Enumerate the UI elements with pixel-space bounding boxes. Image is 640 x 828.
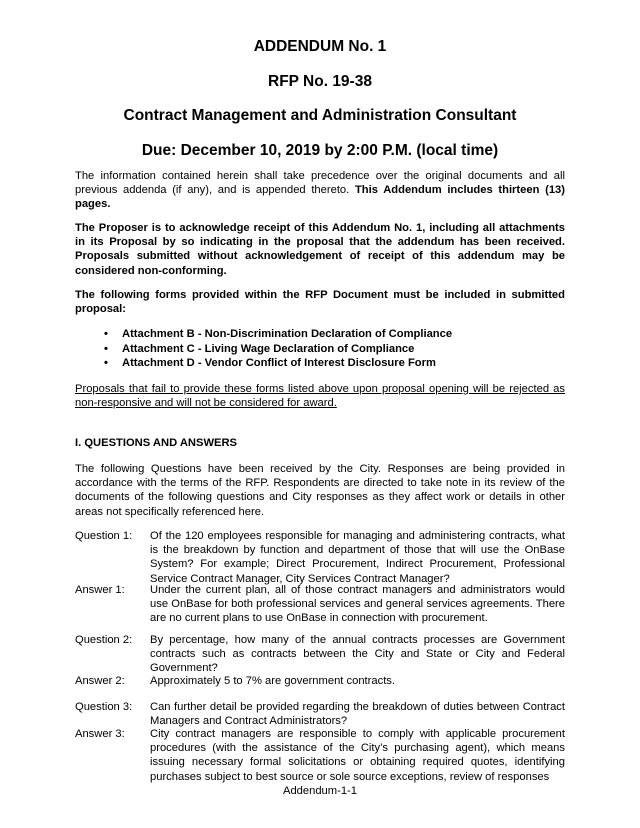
warning-paragraph: Proposals that fail to provide these forms listed above upon proposal opening will be rejected as non-responsive and will not be considered for award. bbox=[75, 383, 565, 410]
qa-text: By percentage, how many of the annual contracts processes are Government contracts such as contracts between the City and State or City and Federal Government? bbox=[150, 634, 565, 675]
section-heading: I. QUESTIONS AND ANSWERS bbox=[75, 437, 238, 449]
list-item: • Attachment C - Living Wage Declaration of Compliance bbox=[104, 342, 415, 355]
section-intro: The following Questions have been received by the City. Responses are being provided in accordance with the terms of the RFP. Respondents are directed to take note in its review of the documents of the following questions and City responses as they affect work or details in other areas not specifically referenced here. bbox=[75, 463, 565, 518]
due-date: Due: December 10, 2019 by 2:00 P.M. (local time) bbox=[141, 142, 499, 159]
answer-1 bbox=[75, 583, 565, 626]
qa-label: Answer 2: bbox=[75, 675, 125, 687]
qa-label: Question 2: bbox=[75, 634, 133, 646]
addendum-title: ADDENDUM No. 1 bbox=[253, 38, 387, 55]
qa-text: Approximately 5 to 7% are government contracts. bbox=[150, 675, 395, 687]
answer-3 bbox=[75, 727, 565, 784]
page-footer: Addendum-1-1 bbox=[282, 785, 357, 797]
qa-text: City contract managers are responsible to comply with applicable procurement procedures (with the assistance of the City’s purchasing agent), which means issuing necessary formal solicitations or obtaining required quotes, identifying purchases subject to best source or sole source exceptions, review of responses bbox=[150, 728, 565, 783]
qa-text: Can further detail be provided regarding the breakdown of duties between Contract Managers and Contract Administrators? bbox=[150, 701, 565, 728]
intro-paragraph bbox=[75, 169, 565, 212]
bullet-icon: • bbox=[104, 357, 108, 370]
qa-label: Answer 1: bbox=[75, 584, 125, 596]
acknowledge-paragraph: The Proposer is to acknowledge receipt of this Addendum No. 1, including all attachments in its Proposal by so indicating in the proposal that the addendum has been received. Proposals submitted without acknowledgement of receipt of this addendum may be considered non-conforming. bbox=[75, 222, 565, 277]
list-item: • Attachment D - Vendor Conflict of Interest Disclosure Form bbox=[104, 357, 436, 370]
bullet-icon: • bbox=[104, 328, 108, 340]
qa-text: Of the 120 employees responsible for managing and administering contracts, what is the breakdown by function and department of those that will use the OnBase System? For example; Direct Procurement, Indirect Procurement, Professional Service Contract Manager, City Services Contract Manager? bbox=[150, 530, 565, 585]
qa-label: Answer 3: bbox=[75, 728, 125, 740]
rfp-subject: Contract Management and Administration Consultant bbox=[123, 107, 517, 124]
qa-label: Question 3: bbox=[75, 701, 133, 713]
intro-page-count: This Addendum includes thirteen (13) pages. bbox=[75, 184, 565, 211]
intro-text: The information contained herein shall take precedence over the original documents and all previous addenda (if any), and is appended thereto. bbox=[75, 170, 565, 197]
attachments-list bbox=[75, 327, 565, 371]
question-2 bbox=[75, 633, 565, 676]
question-3 bbox=[75, 700, 565, 728]
rfp-number: RFP No. 19-38 bbox=[268, 73, 372, 90]
qa-text: Under the current plan, all of those contract managers and administrators would use OnBase for both professional services and general services agreements. There are no current plans to use OnBase in connection with procurement. bbox=[150, 584, 565, 625]
answer-2 bbox=[75, 674, 565, 688]
list-item: • Attachment B - Non-Discrimination Declaration of Compliance bbox=[104, 328, 453, 340]
forms-intro: The following forms provided within the RFP Document must be included in submitted proposal: bbox=[75, 289, 565, 316]
qa-label: Question 1: bbox=[75, 530, 133, 542]
question-1 bbox=[75, 529, 565, 586]
bullet-icon: • bbox=[104, 342, 108, 355]
